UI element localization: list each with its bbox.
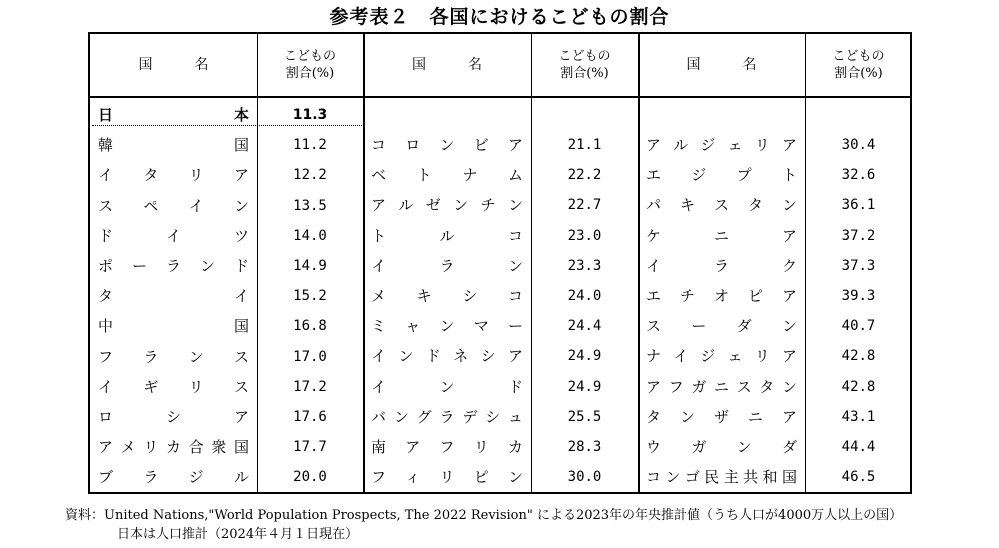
child-ratio-value: 22.2 <box>567 167 602 184</box>
child-ratio-value: 24.9 <box>567 378 602 395</box>
country-name-char: メ <box>371 287 387 305</box>
child-ratio-value: 28.3 <box>567 439 602 455</box>
country-name-char: ア <box>371 196 387 215</box>
country-name-char: ト <box>416 166 432 185</box>
country-name <box>371 372 523 402</box>
page-title: 参考表２ 各国におけるこどもの割合 <box>329 6 670 28</box>
child-ratio-value: 24.9 <box>567 348 602 365</box>
country-name <box>646 341 797 371</box>
country-name-char: ラ <box>143 468 159 487</box>
child-ratio-value: 23.3 <box>567 257 602 274</box>
country-name-char: ド <box>98 226 114 245</box>
country-name-char: ー <box>507 317 523 336</box>
child-ratio-value: 30.0 <box>567 469 602 486</box>
country-name <box>646 190 797 220</box>
country-name-char: キ <box>416 287 432 305</box>
country-name-char: バ <box>371 407 387 426</box>
country-name-char: エ <box>646 287 662 305</box>
country-name-char: ス <box>736 377 752 396</box>
country-name-char: ャ <box>405 317 421 336</box>
country-name-char: 国 <box>233 317 249 336</box>
country-name <box>371 160 523 190</box>
header-country-char: 国 <box>686 56 701 73</box>
country-name-char: ロ <box>405 136 421 154</box>
country-name-char: ル <box>673 136 689 154</box>
country-name-char: ア <box>781 226 797 245</box>
country-name <box>371 402 523 432</box>
country-name-char: リ <box>754 347 770 366</box>
child-ratio-value: 37.3 <box>841 257 876 274</box>
country-name <box>98 432 249 462</box>
country-name-char: ド <box>233 257 249 275</box>
country-name-char: タ <box>759 377 775 396</box>
country-name-char: グ <box>416 407 432 426</box>
country-name-char: マ <box>473 317 489 336</box>
country-name-char: ラ <box>165 257 181 275</box>
country-name-char: ア <box>98 438 114 457</box>
country-name <box>646 372 797 402</box>
child-ratio-value: 42.8 <box>841 348 876 365</box>
country-name-char: デ <box>462 407 478 426</box>
country-name-char: ク <box>781 256 797 275</box>
country-name <box>98 281 249 311</box>
country-name-char: ア <box>405 438 421 456</box>
country-name-char: シ <box>485 407 501 426</box>
child-ratio-value: 24.0 <box>567 288 602 304</box>
country-name-char: フ <box>668 377 684 396</box>
country-name-char: ル <box>233 468 249 487</box>
child-ratio-value: 17.2 <box>293 378 327 395</box>
child-ratio-value: 24.4 <box>567 318 602 335</box>
country-name <box>98 100 249 130</box>
country-name-char: ラ <box>439 407 455 426</box>
country-name-char: ン <box>398 347 414 366</box>
country-name-char: ブ <box>98 468 114 487</box>
child-ratio-value: 17.6 <box>293 409 327 425</box>
country-name-char: タ <box>747 196 763 215</box>
country-name <box>98 191 249 221</box>
country-name-char: イ <box>673 347 689 366</box>
country-name <box>371 341 523 371</box>
country-name-char: ド <box>507 377 523 396</box>
country-name-char: カ <box>507 438 523 456</box>
child-ratio-value: 23.0 <box>567 227 602 244</box>
country-name-char: イ <box>188 196 204 215</box>
country-name-char: キ <box>679 196 695 215</box>
country-name-char: リ <box>439 468 455 487</box>
child-ratio-value: 17.0 <box>293 348 327 365</box>
child-ratio-value: 22.7 <box>567 197 602 214</box>
group-divider <box>638 34 640 492</box>
country-name-char: ン <box>665 468 681 487</box>
country-name-char: ン <box>199 257 215 275</box>
header-name-char: 名 <box>468 56 482 73</box>
country-name-char: イ <box>98 166 114 185</box>
country-name-char: ン <box>679 407 695 426</box>
country-name-char: ジ <box>700 347 716 366</box>
child-ratio-value: 11.2 <box>293 137 327 154</box>
country-name-char: 国 <box>233 438 249 457</box>
country-name-char: ン <box>781 377 797 396</box>
country-name-char: フ <box>371 468 387 487</box>
country-name-char: ム <box>507 166 523 185</box>
child-ratio-value: 14.0 <box>293 227 327 244</box>
child-ratio-value: 14.9 <box>293 258 327 274</box>
country-name-char: ン <box>439 136 455 154</box>
child-ratio-value: 36.1 <box>841 197 876 214</box>
country-name-char: コ <box>646 468 662 487</box>
country-name-char: ペ <box>143 196 159 215</box>
header-name-char: 名 <box>194 56 209 73</box>
country-name-char: シ <box>480 347 496 366</box>
country-name-char: チ <box>679 287 695 305</box>
child-ratio-value: 12.2 <box>293 167 327 184</box>
header-ratio-line2: 割合(%) <box>285 66 335 81</box>
group-divider <box>363 34 365 492</box>
country-name-char: エ <box>646 166 662 185</box>
country-name-char: イ <box>371 377 387 396</box>
country-name-char: ジ <box>188 468 204 487</box>
country-name-char: 本 <box>233 106 249 124</box>
child-ratio-value: 11.3 <box>292 107 328 123</box>
country-name-char: ア <box>781 347 797 366</box>
country-name-char: ン <box>507 196 523 215</box>
country-name <box>98 342 249 372</box>
country-name-char: 南 <box>371 438 387 456</box>
child-ratio-value: 40.7 <box>841 318 876 335</box>
country-name-char: ン <box>188 347 204 366</box>
child-ratio-value: 43.1 <box>841 408 876 425</box>
country-name <box>98 160 249 190</box>
country-name-char: ィ <box>405 468 421 487</box>
country-name <box>98 251 249 281</box>
country-name-char: カ <box>165 438 181 457</box>
country-name-char: ェ <box>727 347 743 366</box>
country-name-char: 衆 <box>211 438 227 457</box>
country-name-char: リ <box>188 166 204 185</box>
country-name <box>646 281 797 311</box>
country-name-char: リ <box>754 136 770 154</box>
country-name-char: ン <box>781 317 797 336</box>
country-name <box>371 311 523 341</box>
header-child-ratio <box>805 34 912 96</box>
country-name-char: 国 <box>781 468 797 487</box>
country-name-char: ア <box>781 136 797 154</box>
child-ratio-value: 46.5 <box>841 469 876 486</box>
country-name-char: ビ <box>473 136 489 154</box>
country-name <box>646 251 797 281</box>
country-name-char: ゼ <box>425 196 441 215</box>
country-name-char: イ <box>371 347 387 366</box>
child-ratio-value: 21.1 <box>567 137 602 153</box>
header-country-char: 国 <box>412 56 426 73</box>
country-name-char: プ <box>736 166 752 185</box>
country-name-char: ュ <box>507 407 523 426</box>
child-ratio-value: 32.6 <box>841 167 876 184</box>
country-name-char: オ <box>713 287 729 305</box>
country-name <box>646 402 797 432</box>
header-ratio-line1: こどもの <box>832 49 885 64</box>
country-name-char: ン <box>439 317 455 336</box>
country-name-char: ト <box>781 166 797 185</box>
country-name-char: 韓 <box>98 136 114 155</box>
country-name-char: ン <box>233 196 249 215</box>
country-name-char: 国 <box>233 136 249 155</box>
country-name-char: ド <box>425 347 441 366</box>
country-name-char: タ <box>646 407 662 426</box>
country-name-char: ア <box>233 408 249 426</box>
child-ratio-value: 37.2 <box>841 227 876 244</box>
child-ratio-value: 16.8 <box>293 318 327 335</box>
country-name <box>646 432 797 462</box>
country-name-char: 和 <box>762 468 778 487</box>
country-name-char: ス <box>233 347 249 366</box>
country-name-char: 中 <box>98 317 114 336</box>
country-name-char: ザ <box>713 407 729 426</box>
country-name-char: ラ <box>713 256 729 275</box>
country-name-char: シ <box>165 408 181 426</box>
country-name-char: 共 <box>743 468 759 487</box>
country-name-char: ル <box>439 226 455 245</box>
country-name <box>98 462 249 492</box>
country-name-char: 合 <box>188 438 204 457</box>
country-name-char: リ <box>473 438 489 456</box>
country-name <box>371 221 523 251</box>
header-name-char: 名 <box>742 56 757 73</box>
country-name-char: ケ <box>646 226 662 245</box>
country-name-char: ピ <box>747 287 763 305</box>
country-name <box>371 251 523 281</box>
country-name-char: ツ <box>233 226 249 245</box>
country-name-char: ミ <box>371 317 387 336</box>
country-name-char: ス <box>98 196 114 215</box>
header-ratio-line2: 割合(%) <box>560 66 609 81</box>
estimate-note: 日本は人口推計（2024年４月１日現在） <box>117 527 359 542</box>
country-name-char: ア <box>646 136 662 154</box>
header-divider <box>90 96 910 98</box>
country-name-char: ェ <box>727 136 743 154</box>
country-name-char: ス <box>713 196 729 215</box>
country-name <box>646 130 797 160</box>
child-ratio-value: 39.3 <box>841 288 876 304</box>
country-name <box>646 221 797 251</box>
country-name-char: シ <box>462 287 478 305</box>
country-name-char: 日 <box>98 106 114 124</box>
country-name-char: ア <box>233 166 249 185</box>
country-name-char: イ <box>233 287 249 306</box>
source-note: 資料：United Nations,"World Population Prospects, The 2022 Revision" による2023年の年央推計値（うち人口が4000万人以上の国） <box>65 508 903 523</box>
country-name-char: ギ <box>143 377 159 396</box>
country-name-char: メ <box>120 438 136 457</box>
country-name-char: ポ <box>98 257 114 275</box>
child-ratio-value: 17.7 <box>293 439 327 456</box>
country-name <box>98 311 249 341</box>
country-name-char: ラ <box>439 256 455 275</box>
country-name-char: ン <box>439 377 455 396</box>
country-name-char: ス <box>233 377 249 396</box>
country-name-char: ニ <box>747 407 763 426</box>
country-name <box>98 221 249 251</box>
country-name-char: イ <box>371 256 387 275</box>
country-name-char: ニ <box>713 377 729 396</box>
country-name-char: イ <box>165 226 181 245</box>
country-name <box>371 462 523 492</box>
country-name <box>646 462 797 492</box>
country-name-char: ゴ <box>684 468 700 487</box>
country-name-char: ア <box>781 287 797 305</box>
country-name-char: ラ <box>143 347 159 366</box>
country-name-char: ネ <box>453 347 469 366</box>
header-ratio-line1: こどもの <box>558 49 611 64</box>
country-name-char: ジ <box>700 136 716 154</box>
header-country-char: 国 <box>138 56 153 73</box>
country-name <box>646 311 797 341</box>
country-name-char: イ <box>646 256 662 275</box>
country-name-char: イ <box>98 377 114 396</box>
country-name-char: ナ <box>462 166 478 185</box>
country-name <box>98 372 249 402</box>
header-ratio-line1: こどもの <box>283 49 336 64</box>
country-name-char: ン <box>507 256 523 275</box>
country-name-char: リ <box>188 377 204 396</box>
country-name-char: ン <box>781 196 797 215</box>
header-ratio-line2: 割合(%) <box>834 66 883 81</box>
country-name-char: パ <box>646 196 662 215</box>
country-name-char: ア <box>507 347 523 366</box>
country-name-char: ウ <box>646 438 662 456</box>
child-ratio-value: 13.5 <box>293 197 327 214</box>
country-name <box>98 130 249 160</box>
country-name-char: ベ <box>371 166 387 185</box>
country-name-char: ニ <box>713 226 729 245</box>
country-name-char: ア <box>646 377 662 396</box>
child-ratio-value: 44.4 <box>841 439 876 455</box>
child-ratio-value: 42.8 <box>841 378 876 395</box>
country-name <box>371 190 523 220</box>
country-name-char: コ <box>507 226 523 245</box>
country-name-char: ダ <box>781 438 797 456</box>
country-name-char: チ <box>480 196 496 215</box>
country-name <box>371 281 523 311</box>
country-name-char: タ <box>143 166 159 185</box>
country-name-char: ン <box>393 407 409 426</box>
country-name-char: 主 <box>723 468 739 487</box>
country-table <box>88 32 912 494</box>
header-child-ratio <box>531 34 638 96</box>
country-name-char: ア <box>507 136 523 154</box>
country-name-char: ア <box>781 407 797 426</box>
country-name-char: ダ <box>736 317 752 336</box>
country-name-char: ン <box>453 196 469 215</box>
child-ratio-value: 30.4 <box>841 137 876 153</box>
country-name-char: フ <box>98 347 114 366</box>
country-name <box>98 402 249 432</box>
country-name-char: ガ <box>691 377 707 396</box>
country-name-char: ナ <box>646 347 662 366</box>
country-name-char: ト <box>371 226 387 245</box>
country-name-char: ー <box>691 317 707 336</box>
country-name-char: ピ <box>473 468 489 487</box>
child-ratio-value: 20.0 <box>293 469 327 486</box>
header-child-ratio <box>257 34 363 96</box>
country-name-char: ー <box>131 257 147 275</box>
country-name-char: ジ <box>691 166 707 185</box>
country-name-char: ン <box>736 438 752 456</box>
country-name-char: フ <box>439 438 455 456</box>
country-name <box>371 130 523 160</box>
country-name-char: リ <box>143 438 159 457</box>
country-name-char: タ <box>98 287 114 306</box>
child-ratio-value: 15.2 <box>293 288 327 305</box>
country-name-char: ス <box>646 317 662 336</box>
country-name-char: ガ <box>691 438 707 456</box>
country-name-char: コ <box>507 287 523 305</box>
header-country-name <box>638 34 805 96</box>
country-name-char: ン <box>507 468 523 487</box>
child-ratio-value: 25.5 <box>567 408 602 425</box>
country-name-char: コ <box>371 136 387 154</box>
country-name-char: ロ <box>98 408 114 426</box>
country-name-char: 民 <box>704 468 720 487</box>
country-name <box>646 160 797 190</box>
header-country-name <box>90 34 257 96</box>
country-name <box>371 432 523 462</box>
header-country-name <box>363 34 531 96</box>
country-name-char: ル <box>398 196 414 215</box>
